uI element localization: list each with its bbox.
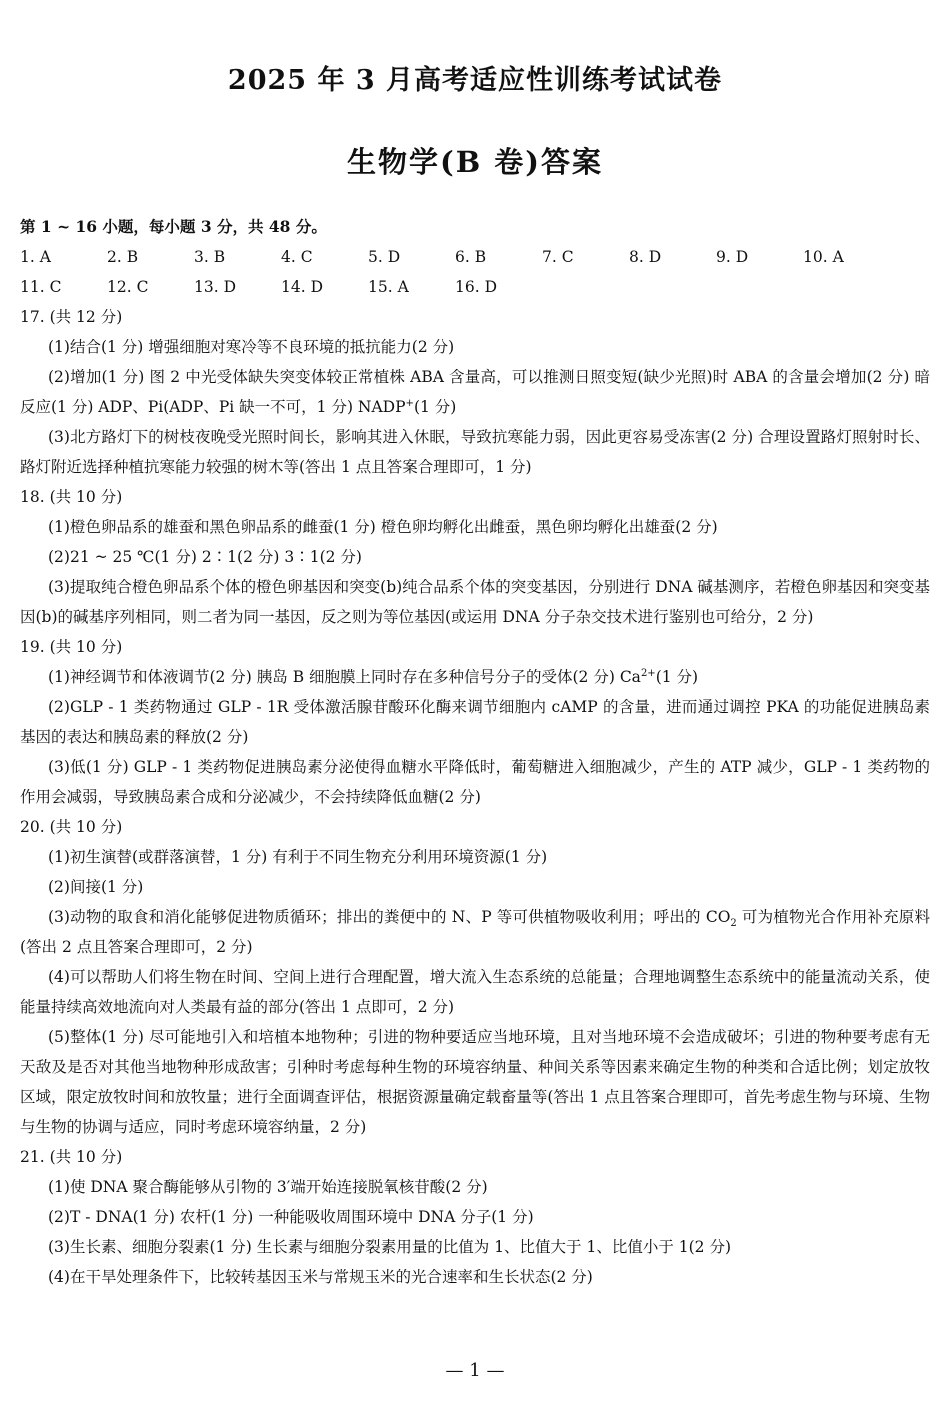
choice-answer: 13. D: [194, 278, 237, 296]
choice-answers-row-2: [20, 272, 930, 302]
choice-answer: 15. A: [368, 278, 409, 296]
answer-body: [20, 212, 930, 1292]
choice-answer: 1. A: [20, 248, 51, 266]
choice-intro: 第 1 ~ 16 小题，每小题 3 分，共 48 分。: [20, 217, 327, 236]
choice-answer: 11. C: [20, 278, 62, 296]
choice-answer: 9. D: [716, 248, 749, 266]
question-21-heading: 21. (共 10 分): [20, 1148, 123, 1166]
choice-answer: 3. B: [194, 248, 226, 266]
question-18-heading: 18. (共 10 分): [20, 488, 123, 506]
choice-answer: 16. D: [455, 278, 498, 296]
q21-answer-1: (1)使 DNA 聚合酶能够从引物的 3′端开始连接脱氧核苷酸(2 分): [48, 1178, 488, 1196]
choice-answer: 2. B: [107, 248, 139, 266]
choice-answer: 6. B: [455, 248, 487, 266]
page-subtitle: 生物学(B 卷)答案: [346, 145, 604, 179]
q21-answer-2: (2)T - DNA(1 分) 农杆(1 分) 一种能吸收周围环境中 DNA 分子(1 分): [48, 1208, 534, 1226]
choice-answer: 12. C: [107, 278, 149, 296]
q18-answer-2: (2)21 ~ 25 ℃(1 分) 2∶1(2 分) 3∶1(2 分): [48, 548, 362, 566]
q19-answer-2: (2)GLP - 1 类药物通过 GLP - 1R 受体激活腺苷酸环化酶来调节细胞内 cAMP 的含量，进而通过调控 PKA 的功能促进胰岛素基因的表达和胰岛素的释放(2 分): [20, 698, 930, 746]
q17-answer-2: (2)增加(1 分) 图 2 中光受体缺失突变体较正常植株 ABA 含量高，可以推测日照变短(缺少光照)时 ABA 的含量会增加(2 分) 暗反应(1 分) ADP、Pi(ADP、Pi 缺一不可，1 分) NADP+(1 分): [20, 368, 930, 416]
q20-answer-5: (5)整体(1 分) 尽可能地引入和培植本地物种；引进的物种要适应当地环境，且对当地环境不会造成破坏；引进的物种要考虑有无天敌及是否对其他当地物种形成敌害；引种时考虑每种生物的环境容纳量、种间关系等因素来确定生物的种类和合适比例；划定放牧区域，限定放牧时间和放牧量；进行全面调查评估，根据资源量确定载畜量等(答出 1 点且答案合理即可，首先考虑生物与环境、生物与生物的协调与适应，同时考虑环境容纳量，2 分): [20, 1028, 930, 1136]
q18-answer-1: (1)橙色卵品系的雄蚕和黑色卵品系的雌蚕(1 分) 橙色卵均孵化出雌蚕，黑色卵均孵化出雄蚕(2 分): [48, 518, 718, 536]
q20-answer-2: (2)间接(1 分): [48, 878, 144, 896]
page-number: — 1 —: [445, 1360, 505, 1381]
q21-answer-3: (3)生长素、细胞分裂素(1 分) 生长素与细胞分裂素用量的比值为 1、比值大于 1、比值小于 1(2 分): [48, 1238, 732, 1256]
q20-answer-3: (3)动物的取食和消化能够促进物质循环；排出的粪便中的 N、P 等可供植物吸收利用；呼出的 $CO_2$ 可为植物光合作用补充原料(答出 2 点且答案合理即可，2 分): [20, 908, 930, 956]
question-17-heading: 17. (共 12 分): [20, 308, 123, 326]
choice-answer: 7. C: [542, 248, 574, 266]
choice-answer: 8. D: [629, 248, 662, 266]
choice-answer: 14. D: [281, 278, 324, 296]
q19-answer-1: (1)神经调节和体液调节(2 分) 胰岛 B 细胞膜上同时存在多种信号分子的受体(2 分) $Ca^{2+}(1$ 分): [48, 667, 699, 686]
q20-answer-1: (1)初生演替(或群落演替，1 分) 有利于不同生物充分利用环境资源(1 分): [48, 848, 548, 866]
q19-answer-3: (3)低(1 分) GLP - 1 类药物促进胰岛素分泌使得血糖水平降低时，葡萄糖进入细胞减少，产生的 ATP 减少，GLP - 1 类药物的作用会减弱，导致胰岛素合成和分泌减少，不会持续降低血糖(2 分): [20, 758, 930, 806]
q17-answer-1: (1)结合(1 分) 增强细胞对寒冷等不良环境的抵抗能力(2 分): [48, 338, 455, 356]
q17-answer-3: (3)北方路灯下的树枝夜晚受光照时间长，影响其进入休眠，导致抗寒能力弱，因此更容易受冻害(2 分) 合理设置路灯照射时长、路灯附近选择种植抗寒能力较强的树木等(答出 1 点且答案合理即可，1 分): [20, 428, 930, 476]
q21-answer-4: (4)在干旱处理条件下，比较转基因玉米与常规玉米的光合速率和生长状态(2 分): [48, 1268, 593, 1286]
q20-answer-4: (4)可以帮助人们将生物在时间、空间上进行合理配置，增大流入生态系统的总能量；合理地调整生态系统中的能量流动关系，使能量持续高效地流向对人类最有益的部分(答出 1 点即可，2 分): [20, 968, 930, 1016]
choice-answer: 10. A: [803, 248, 844, 266]
choice-answer: 4. C: [281, 248, 313, 266]
question-20-heading: 20. (共 10 分): [20, 818, 123, 836]
choice-answers-row-1: [20, 242, 930, 272]
question-19-heading: 19. (共 10 分): [20, 638, 123, 656]
q18-answer-3: (3)提取纯合橙色卵品系个体的橙色卵基因和突变(b)纯合品系个体的突变基因，分别进行 DNA 碱基测序，若橙色卵基因和突变基因(b)的碱基序列相同，则二者为同一基因，反之则为等位基因(或运用 DNA 分子杂交技术进行鉴别也可给分，2 分): [20, 578, 930, 626]
page-title: 2025 年 3 月高考适应性训练考试试卷: [227, 65, 723, 96]
choice-answer: 5. D: [368, 248, 401, 266]
